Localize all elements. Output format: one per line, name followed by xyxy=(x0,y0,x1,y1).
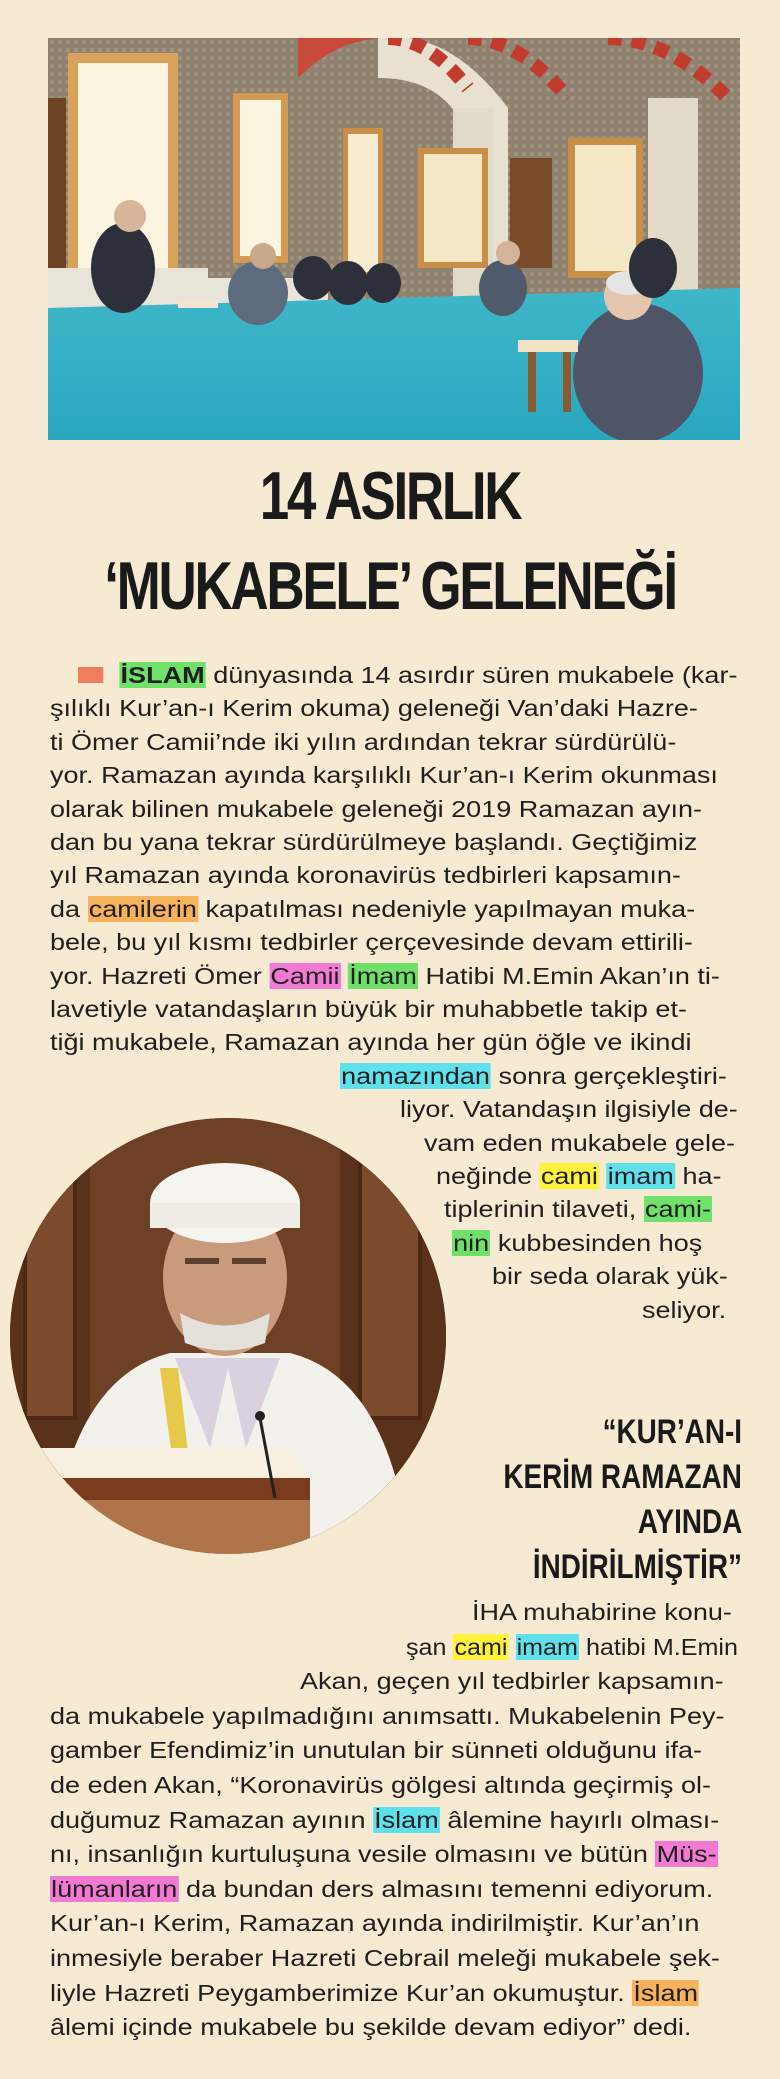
text-segment: Kur’an-ı Kerim, Ramazan ayında indirilmiştir. Kur’an’ın xyxy=(50,1910,700,1937)
text-segment: dünyasında 14 asırdır süren mukabele (kar- xyxy=(205,662,738,688)
body-line xyxy=(492,1261,728,1292)
mosque-interior-photo xyxy=(48,38,740,440)
text-segment: vam eden mukabele gele- xyxy=(424,1129,735,1156)
highlighted-word: namazından xyxy=(341,1062,490,1089)
text-segment: neğinde xyxy=(436,1163,540,1189)
text-segment: tiği mukabele, Ramazan ayında her gün öğle ve ikindi xyxy=(50,1029,692,1056)
body-line xyxy=(50,1943,720,1974)
text-segment: seliyor. xyxy=(642,1296,727,1323)
highlighted-word: cami xyxy=(540,1163,598,1189)
text-segment: nı, insanlığın kurtuluşuna vesile olmasını ve bütün xyxy=(50,1841,656,1868)
highlighted-word: İslam xyxy=(374,1806,439,1833)
highlighted-word: Müs- xyxy=(656,1841,717,1868)
text-segment: de eden Akan, “Koronavirüs gölgesi altında geçirmiş ol- xyxy=(50,1772,711,1798)
highlighted-word: nin xyxy=(453,1229,490,1256)
body-line xyxy=(50,693,698,724)
text-segment: Akan, geçen yıl tedbirler kapsamın- xyxy=(300,1668,724,1695)
text-segment: âlemine hayırlı olması- xyxy=(439,1806,720,1833)
text-segment: inmesiyle beraber Hazreti Cebrail meleği mukabele şek- xyxy=(50,1945,720,1971)
text-segment: dan bu yana tekrar sürdürülmeye başlandı. Geçtiğimiz xyxy=(50,829,698,855)
body-line xyxy=(472,1597,732,1628)
text-segment: İHA muhabirine konu- xyxy=(472,1599,732,1625)
highlighted-word: imam xyxy=(516,1633,578,1660)
imam-portrait-photo xyxy=(10,1118,446,1554)
subhead-line-2: KERİM RAMAZAN xyxy=(503,1458,742,1496)
highlighted-word: cami xyxy=(454,1633,508,1660)
text-segment: âlemi içinde mukabele bu şekilde devam ediyor” dedi. xyxy=(50,2014,692,2041)
body-line xyxy=(300,1666,724,1697)
text-segment: sonra gerçekleştiri- xyxy=(491,1062,727,1089)
body-line xyxy=(50,827,697,858)
body-line xyxy=(50,1839,718,1870)
text-segment: ha- xyxy=(674,1163,722,1189)
body-line xyxy=(50,1735,702,1766)
body-line xyxy=(406,1632,738,1663)
text-segment: olarak bilinen mukabele geleneği 2019 Ramazan ayın- xyxy=(50,795,703,822)
body-line xyxy=(400,1094,738,1125)
subhead-line-3: AYINDA xyxy=(637,1503,742,1541)
body-line xyxy=(436,1161,722,1192)
text-segment: yor. Hazreti Ömer xyxy=(50,962,270,989)
bullet-square-icon xyxy=(78,667,103,683)
body-line xyxy=(50,961,720,992)
body-line xyxy=(642,1295,726,1326)
text-segment: da bundan ders almasını temenni ediyorum. xyxy=(178,1875,714,1902)
highlighted-word: Camii xyxy=(270,962,340,989)
text-segment: bele, bu yıl kısmı tedbirler çerçevesinde devam ettirili- xyxy=(50,929,693,956)
body-line xyxy=(50,1874,713,1905)
text-segment: duğumuz Ramazan ayının xyxy=(50,1806,373,1833)
text-segment: da mukabele yapılmadığını anımsattı. Mukabelenin Pey- xyxy=(50,1702,725,1729)
body-line xyxy=(50,1908,699,1939)
body-line xyxy=(50,894,695,925)
body-line xyxy=(50,794,702,825)
body-line xyxy=(424,1128,735,1159)
text-segment: liyor. Vatandaşın ilgisiyle de- xyxy=(400,1096,738,1123)
subhead-line-1: “KUR’AN-I xyxy=(602,1413,742,1451)
body-line xyxy=(50,2012,691,2043)
body-line xyxy=(78,660,737,691)
text-segment: bir seda olarak yük- xyxy=(492,1263,728,1290)
highlighted-word: cami- xyxy=(644,1196,711,1223)
body-line xyxy=(50,1978,699,2009)
highlighted-word: camilerin xyxy=(88,895,197,922)
body-line xyxy=(50,727,676,758)
body-line xyxy=(50,1770,711,1801)
text-segment: kubbesinden hoş xyxy=(490,1229,703,1256)
highlighted-word: imam xyxy=(607,1163,674,1189)
body-line xyxy=(50,1701,724,1732)
text-segment: şan xyxy=(406,1633,454,1660)
text-segment xyxy=(509,1634,516,1660)
body-line xyxy=(50,994,687,1025)
text-segment: da xyxy=(50,895,88,922)
text-segment: şılıklı Kur’an-ı Kerim okuma) geleneği Van’daki Hazre- xyxy=(50,695,698,722)
text-segment: liyle Hazreti Peygamberimize Kur’an okumuştur. xyxy=(50,1979,633,2006)
body-line xyxy=(50,927,693,958)
headline-line-2: ‘MUKABELE’ GELENEĞİ xyxy=(104,548,676,624)
text-segment: hatibi M.Emin xyxy=(578,1633,738,1660)
body-line xyxy=(452,1228,702,1259)
body-line xyxy=(444,1194,712,1225)
text-segment: yıl Ramazan ayında koronavirüs tedbirleri kapsamın- xyxy=(50,862,681,889)
text-segment: tiplerinin tilaveti, xyxy=(444,1196,644,1223)
body-line xyxy=(50,1027,691,1058)
highlighted-word: lümanların xyxy=(51,1875,178,1902)
subhead-line-4: İNDİRİLMİŞTİR” xyxy=(532,1548,742,1586)
body-line xyxy=(50,760,718,791)
highlighted-word: İslam xyxy=(633,1979,699,2006)
body-line xyxy=(50,860,681,891)
highlighted-word: İmam xyxy=(349,962,417,989)
text-segment: gamber Efendimiz’in unutulan bir sünneti olduğunu ifa- xyxy=(50,1737,703,1764)
headline-line-1: 14 ASIRLIK xyxy=(259,458,521,534)
body-line xyxy=(50,1805,719,1836)
body-line xyxy=(340,1061,727,1092)
text-segment: yor. Ramazan ayında karşılıklı Kur’an-ı Kerim okunması xyxy=(50,762,718,789)
highlighted-word: İSLAM xyxy=(120,662,205,688)
text-segment: ti Ömer Camii’nde iki yılın ardından tekrar sürdürülü- xyxy=(50,728,677,755)
text-segment: kapatılması nedeniyle yapılmayan muka- xyxy=(198,895,696,922)
text-segment: Hatibi M.Emin Akan’ın ti- xyxy=(418,962,720,989)
text-segment: lavetiyle vatandaşların büyük bir muhabbetle takip et- xyxy=(50,996,687,1022)
